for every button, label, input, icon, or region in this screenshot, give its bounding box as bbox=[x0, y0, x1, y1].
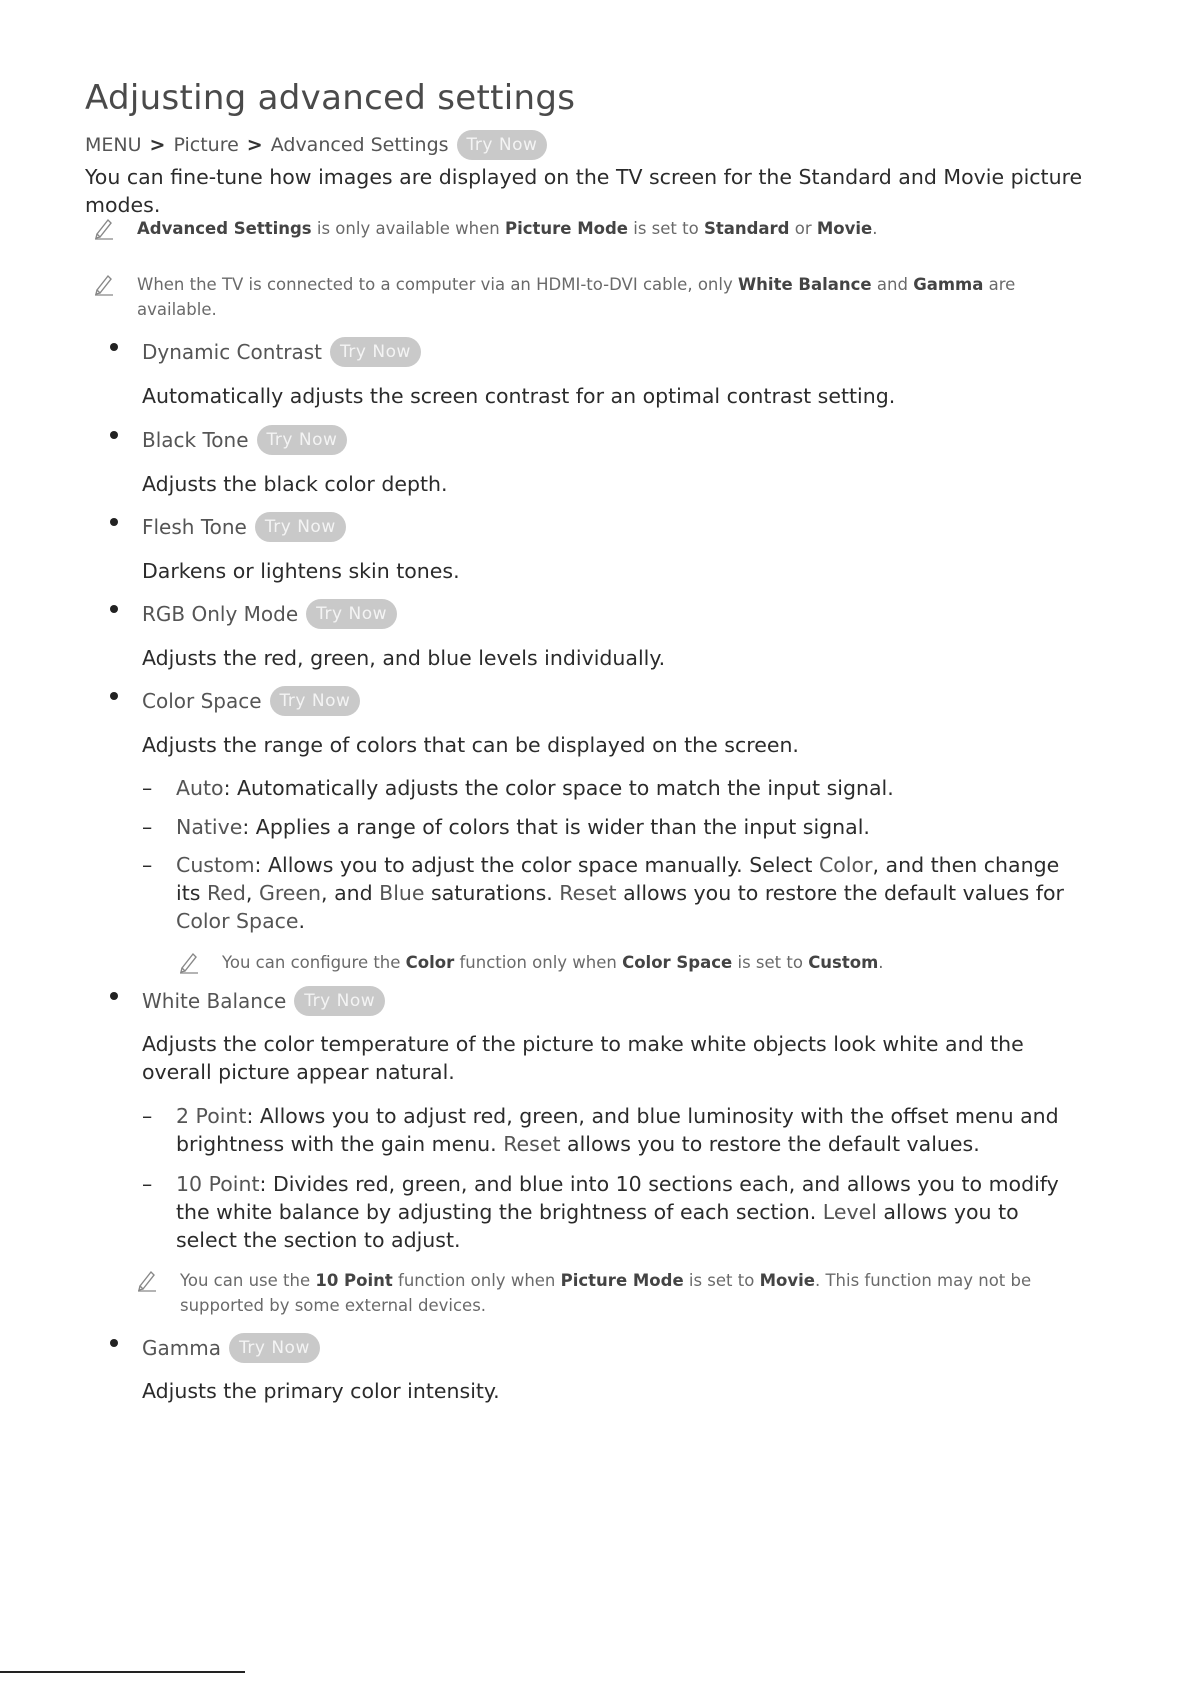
breadcrumb-menu[interactable]: MENU bbox=[85, 134, 142, 156]
black-tone-heading bbox=[142, 425, 347, 455]
breadcrumb-separator: > bbox=[149, 134, 166, 156]
note-term: Advanced Settings bbox=[137, 219, 312, 238]
note-text: . bbox=[872, 219, 878, 238]
bullet-icon bbox=[110, 431, 118, 439]
option-term: Blue bbox=[379, 881, 425, 905]
rgb-only-mode-description: Adjusts the red, green, and blue levels individually. bbox=[142, 646, 666, 670]
option-label: 10 Point bbox=[176, 1172, 260, 1196]
breadcrumb bbox=[85, 130, 547, 160]
try-now-button[interactable]: Try Now bbox=[257, 425, 348, 455]
option-label: Native bbox=[176, 815, 243, 839]
color-space-native bbox=[142, 813, 1086, 841]
note-text: or bbox=[789, 219, 817, 238]
rgb-only-mode-heading bbox=[142, 599, 397, 629]
dash-icon: – bbox=[142, 776, 153, 800]
note-text: is set to bbox=[627, 219, 704, 238]
note-text: and bbox=[871, 275, 914, 294]
try-now-button[interactable]: Try Now bbox=[255, 512, 346, 542]
pencil-icon bbox=[178, 950, 200, 974]
note-hdmi-dvi bbox=[137, 272, 1097, 322]
option-text: allows you to restore the default values for bbox=[616, 881, 1064, 905]
option-text: , bbox=[245, 881, 259, 905]
bullet-icon bbox=[110, 992, 118, 1000]
color-space-custom bbox=[142, 851, 1086, 935]
setting-name[interactable]: Black Tone bbox=[142, 428, 249, 452]
option-text: : Allows you to adjust red, green, and blue luminosity with the offset menu and brightness with the gain menu. bbox=[176, 1104, 1059, 1156]
color-space-description: Adjusts the range of colors that can be displayed on the screen. bbox=[142, 733, 799, 757]
option-text: : Divides red, green, and blue into 10 sections each, and allows you to modify the white balance by adjusting the brightness of each section. bbox=[176, 1172, 1059, 1224]
dash-icon: – bbox=[142, 853, 153, 877]
option-text: allows you to restore the default values. bbox=[560, 1132, 980, 1156]
setting-name[interactable]: White Balance bbox=[142, 989, 287, 1013]
bullet-icon bbox=[110, 518, 118, 526]
option-text: : Applies a range of colors that is wider than the input signal. bbox=[242, 815, 870, 839]
try-now-button[interactable]: Try Now bbox=[457, 130, 548, 160]
option-text: allows you to select the section to adjust. bbox=[176, 1200, 1019, 1252]
dash-icon: – bbox=[142, 1172, 153, 1196]
flesh-tone-heading bbox=[142, 512, 346, 542]
color-space-auto bbox=[142, 774, 1086, 802]
option-term: Level bbox=[822, 1200, 877, 1224]
option-label: 2 Point bbox=[176, 1104, 247, 1128]
note-color-function bbox=[222, 950, 1092, 975]
try-now-button[interactable]: Try Now bbox=[229, 1333, 320, 1363]
breadcrumb-separator: > bbox=[246, 134, 263, 156]
dash-icon: – bbox=[142, 815, 153, 839]
option-term: Color bbox=[818, 853, 873, 877]
setting-name[interactable]: Flesh Tone bbox=[142, 515, 247, 539]
pencil-icon bbox=[136, 1268, 158, 1292]
note-term: Color bbox=[405, 953, 455, 972]
note-text: is set to bbox=[732, 953, 809, 972]
note-text: is only available when bbox=[311, 219, 505, 238]
option-label: Custom bbox=[176, 853, 255, 877]
pencil-icon bbox=[93, 272, 115, 296]
note-term: Custom bbox=[808, 953, 879, 972]
note-text: are available. bbox=[137, 275, 1016, 319]
note-text: You can use the bbox=[180, 1271, 316, 1290]
try-now-button[interactable]: Try Now bbox=[270, 686, 361, 716]
note-text: . bbox=[878, 953, 884, 972]
note-term: Movie bbox=[816, 219, 873, 238]
bullet-icon bbox=[110, 605, 118, 613]
gamma-heading bbox=[142, 1333, 320, 1363]
flesh-tone-description: Darkens or lightens skin tones. bbox=[142, 559, 460, 583]
note-text: When the TV is connected to a computer via an HDMI-to-DVI cable, only bbox=[137, 275, 738, 294]
option-term: Reset bbox=[503, 1132, 561, 1156]
option-term: Green bbox=[258, 881, 322, 905]
try-now-button[interactable]: Try Now bbox=[330, 337, 421, 367]
dynamic-contrast-heading bbox=[142, 337, 421, 367]
option-text: . bbox=[298, 909, 306, 933]
option-term: Reset bbox=[559, 881, 617, 905]
note-term: 10 Point bbox=[315, 1271, 393, 1290]
setting-name[interactable]: Dynamic Contrast bbox=[142, 340, 323, 364]
note-text: . This function may not be supported by some external devices. bbox=[180, 1271, 1032, 1315]
try-now-button[interactable]: Try Now bbox=[294, 986, 385, 1016]
note-advanced-settings bbox=[137, 216, 1097, 241]
note-term: Picture Mode bbox=[560, 1271, 684, 1290]
option-term: Color Space bbox=[176, 909, 299, 933]
white-balance-description: Adjusts the color temperature of the picture to make white objects look white and the overall picture appear natural. bbox=[142, 1032, 1024, 1084]
setting-name[interactable]: RGB Only Mode bbox=[142, 602, 299, 626]
option-text: : Allows you to adjust the color space manually. Select bbox=[254, 853, 819, 877]
page-title: Adjusting advanced settings bbox=[85, 78, 576, 118]
try-now-button[interactable]: Try Now bbox=[306, 599, 397, 629]
breadcrumb-picture[interactable]: Picture bbox=[173, 134, 239, 156]
bullet-icon bbox=[110, 692, 118, 700]
gamma-description: Adjusts the primary color intensity. bbox=[142, 1379, 500, 1403]
note-text: function only when bbox=[392, 1271, 561, 1290]
dash-icon: – bbox=[142, 1104, 153, 1128]
option-text: saturations. bbox=[424, 881, 560, 905]
option-label: Auto bbox=[176, 776, 224, 800]
note-term: Movie bbox=[759, 1271, 815, 1290]
intro-text: You can fine-tune how images are displayed on the TV screen for the Standard and Movie picture modes. bbox=[85, 165, 1083, 217]
note-text: is set to bbox=[683, 1271, 760, 1290]
note-term: Color Space bbox=[622, 953, 733, 972]
setting-name[interactable]: Gamma bbox=[142, 1336, 221, 1360]
note-term: White Balance bbox=[737, 275, 872, 294]
white-balance-10-point bbox=[142, 1170, 1086, 1254]
option-text: : Automatically adjusts the color space to match the input signal. bbox=[223, 776, 894, 800]
pencil-icon bbox=[93, 216, 115, 240]
option-text: , and then change its bbox=[176, 853, 1060, 905]
note-term: Picture Mode bbox=[504, 219, 628, 238]
note-term: Gamma bbox=[913, 275, 984, 294]
note-text: You can configure the bbox=[222, 953, 406, 972]
setting-name[interactable]: Color Space bbox=[142, 689, 262, 713]
bullet-icon bbox=[110, 1339, 118, 1347]
note-10-point bbox=[180, 1268, 1090, 1318]
note-term: Standard bbox=[703, 219, 790, 238]
white-balance-2-point bbox=[142, 1102, 1086, 1158]
bullet-icon bbox=[110, 343, 118, 351]
color-space-heading bbox=[142, 686, 360, 716]
dynamic-contrast-description: Automatically adjusts the screen contrast for an optimal contrast setting. bbox=[142, 384, 896, 408]
option-term: Red bbox=[206, 881, 246, 905]
footer-divider bbox=[0, 1671, 245, 1673]
breadcrumb-advanced-settings[interactable]: Advanced Settings bbox=[270, 134, 449, 156]
option-text: , and bbox=[321, 881, 380, 905]
white-balance-heading bbox=[142, 986, 385, 1016]
note-text: function only when bbox=[454, 953, 623, 972]
black-tone-description: Adjusts the black color depth. bbox=[142, 472, 448, 496]
